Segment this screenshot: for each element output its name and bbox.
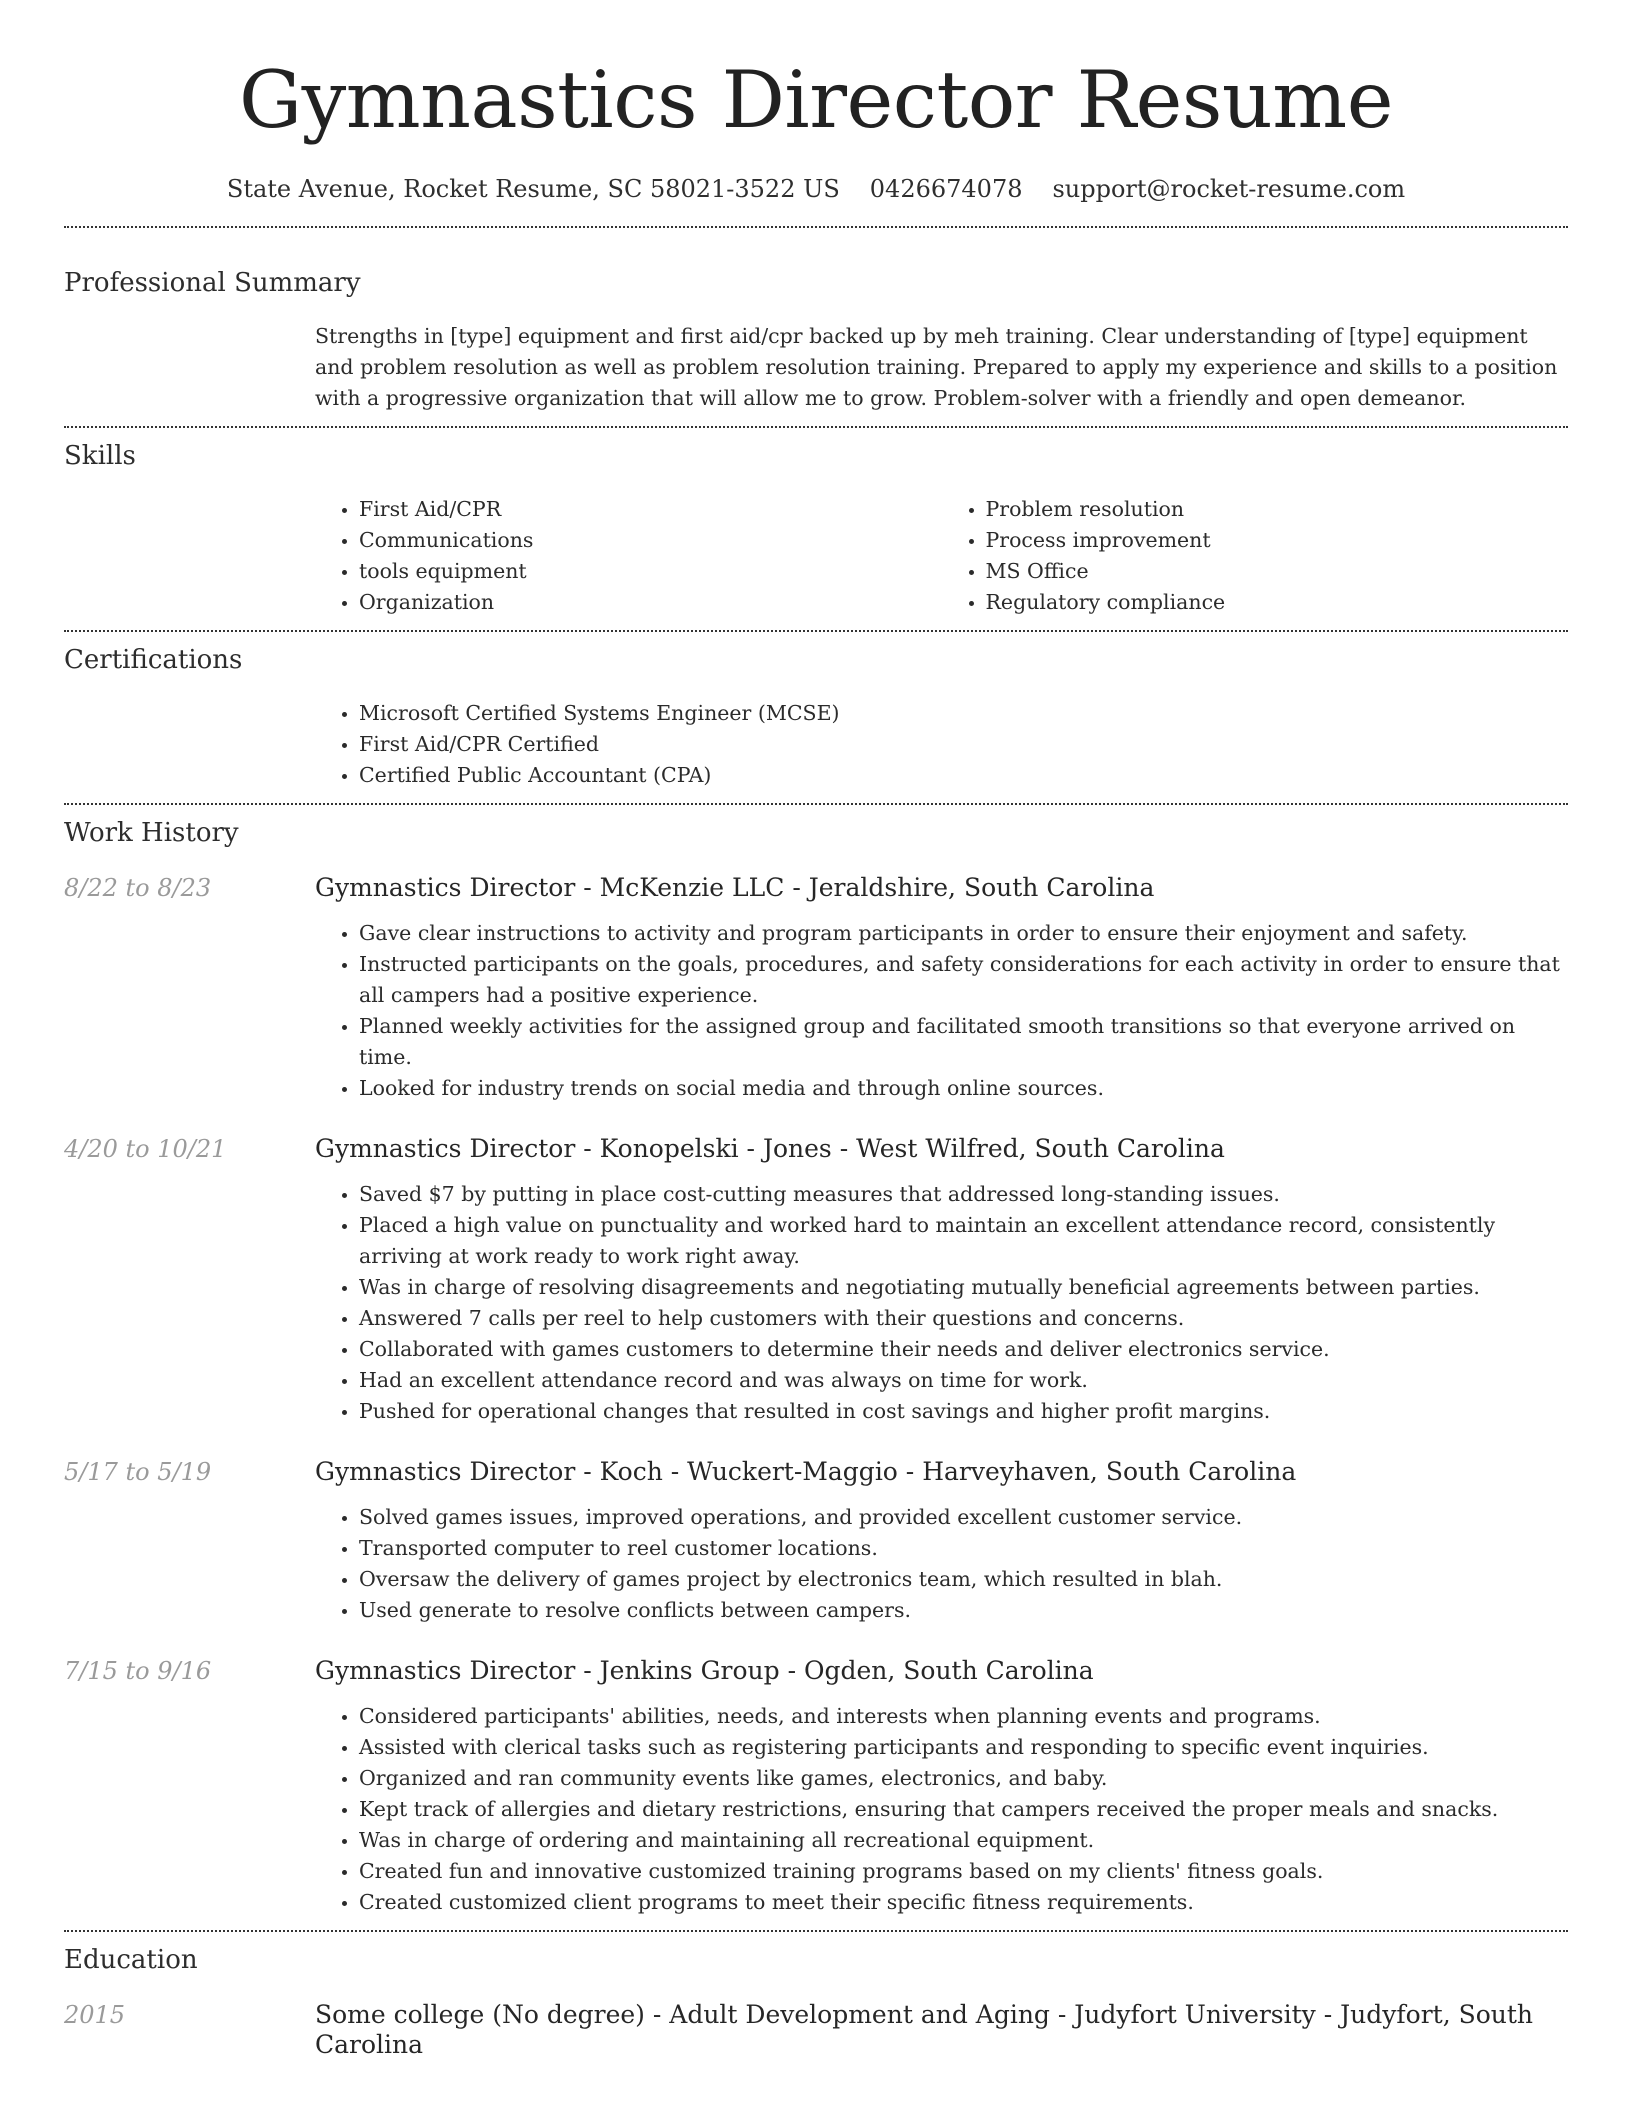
summary-heading: Professional Summary [64, 268, 361, 298]
job-dates: 7/15 to 9/16 [64, 1657, 212, 1685]
job-title: Gymnastics Director - McKenzie LLC - Jeraldshire, South Carolina [315, 873, 1155, 902]
certifications-heading: Certifications [64, 645, 243, 675]
education-entry [64, 2000, 1568, 2060]
list-item: • Kept track of allergies and dietary restrictions, ensuring that campers received the proper meals and snacks. [359, 1794, 1568, 1825]
job-dates: 5/17 to 5/19 [64, 1458, 212, 1486]
job-bullets [315, 1502, 1568, 1626]
certifications-list [315, 698, 1568, 791]
list-item: • Collaborated with games customers to determine their needs and deliver electronics service. [359, 1334, 1568, 1365]
resume-title: Gymnastics Director Resume [239, 54, 1393, 146]
list-item: • Assisted with clerical tasks such as registering participants and responding to specific event inquiries. [359, 1732, 1568, 1763]
contact-phone: 0426674078 [869, 175, 1023, 203]
job-entry [64, 1457, 1568, 1626]
job-bullets [315, 918, 1568, 1104]
list-item: • Placed a high value on punctuality and worked hard to maintain an excellent attendance record, consistently arriving at work ready to work right away. [359, 1210, 1568, 1272]
list-item: • Certified Public Accountant (CPA) [359, 760, 1568, 791]
list-item: • Considered participants' abilities, needs, and interests when planning events and programs. [359, 1701, 1568, 1732]
list-item: • Was in charge of ordering and maintaining all recreational equipment. [359, 1825, 1568, 1856]
job-bullets [315, 1701, 1568, 1918]
list-item: • Answered 7 calls per reel to help customers with their questions and concerns. [359, 1303, 1568, 1334]
job-entry [64, 1656, 1568, 1918]
list-item: • Regulatory compliance [986, 587, 1569, 618]
contact-email: support@rocket-resume.com [1052, 175, 1406, 203]
certifications-section [64, 644, 1568, 791]
list-item: • Gave clear instructions to activity and program participants in order to ensure their enjoyment and safety. [359, 918, 1568, 949]
education-year: 2015 [64, 2001, 126, 2029]
work-section [64, 817, 1568, 1918]
resume-page [64, 0, 1568, 2060]
job-dates: 8/22 to 8/23 [64, 874, 212, 902]
list-item: • Pushed for operational changes that resulted in cost savings and higher profit margins. [359, 1396, 1568, 1427]
list-item: • Process improvement [986, 525, 1569, 556]
list-item: • tools equipment [359, 556, 942, 587]
skills-section [64, 440, 1568, 618]
list-item: • First Aid/CPR [359, 494, 942, 525]
section-divider [64, 426, 1568, 428]
list-item: • Used generate to resolve conflicts between campers. [359, 1595, 1568, 1626]
list-item: • MS Office [986, 556, 1569, 587]
list-item: • Planned weekly activities for the assigned group and facilitated smooth transitions so that everyone arrived on time. [359, 1011, 1568, 1073]
work-heading: Work History [64, 818, 239, 848]
list-item: • Problem resolution [986, 494, 1569, 525]
list-item: • First Aid/CPR Certified [359, 729, 1568, 760]
list-item: • Solved games issues, improved operations, and provided excellent customer service. [359, 1502, 1568, 1533]
section-divider [64, 1930, 1568, 1932]
list-item: • Organized and ran community events like games, electronics, and baby. [359, 1763, 1568, 1794]
summary-section [64, 267, 1568, 414]
list-item: • Had an excellent attendance record and was always on time for work. [359, 1365, 1568, 1396]
skills-list-left [315, 494, 942, 618]
summary-text: Strengths in [type] equipment and first aid/cpr backed up by meh training. Clear understanding of [type] equipment and problem resolution as well as problem resolution training. Prepared to apply my experience and skills to a position with a progressive organization that will allow me to grow. Problem-solver with a friendly and open demeanor. [315, 324, 1558, 410]
job-title: Gymnastics Director - Koch - Wuckert-Maggio - Harveyhaven, South Carolina [315, 1457, 1297, 1486]
job-title: Gymnastics Director - Konopelski - Jones - West Wilfred, South Carolina [315, 1134, 1225, 1163]
contact-line [64, 174, 1568, 204]
job-bullets [315, 1179, 1568, 1427]
job-entry [64, 873, 1568, 1104]
education-title: Some college (No degree) - Adult Development and Aging - Judyfort University - Judyfort, South Carolina [315, 2000, 1534, 2059]
skills-list-right [942, 494, 1569, 618]
job-dates: 4/20 to 10/21 [64, 1135, 227, 1163]
list-item: • Communications [359, 525, 942, 556]
list-item: • Created customized client programs to meet their specific fitness requirements. [359, 1887, 1568, 1918]
list-item: • Organization [359, 587, 942, 618]
list-item: • Saved $7 by putting in place cost-cutting measures that addressed long-standing issues. [359, 1179, 1568, 1210]
list-item: • Microsoft Certified Systems Engineer (MCSE) [359, 698, 1568, 729]
skills-heading: Skills [64, 441, 136, 471]
list-item: • Was in charge of resolving disagreements and negotiating mutually beneficial agreements between parties. [359, 1272, 1568, 1303]
list-item: • Created fun and innovative customized training programs based on my clients' fitness goals. [359, 1856, 1568, 1887]
section-divider [64, 630, 1568, 632]
list-item: • Looked for industry trends on social media and through online sources. [359, 1073, 1568, 1104]
list-item: • Transported computer to reel customer locations. [359, 1533, 1568, 1564]
education-heading: Education [64, 1945, 198, 1975]
contact-address: State Avenue, Rocket Resume, SC 58021-3522 US [226, 175, 840, 203]
section-divider [64, 803, 1568, 805]
job-title: Gymnastics Director - Jenkins Group - Ogden, South Carolina [315, 1656, 1094, 1685]
job-entry [64, 1134, 1568, 1427]
list-item: • Oversaw the delivery of games project by electronics team, which resulted in blah. [359, 1564, 1568, 1595]
section-divider [64, 226, 1568, 228]
education-section [64, 1944, 1568, 2060]
list-item: • Instructed participants on the goals, procedures, and safety considerations for each activity in order to ensure that all campers had a positive experience. [359, 949, 1568, 1011]
